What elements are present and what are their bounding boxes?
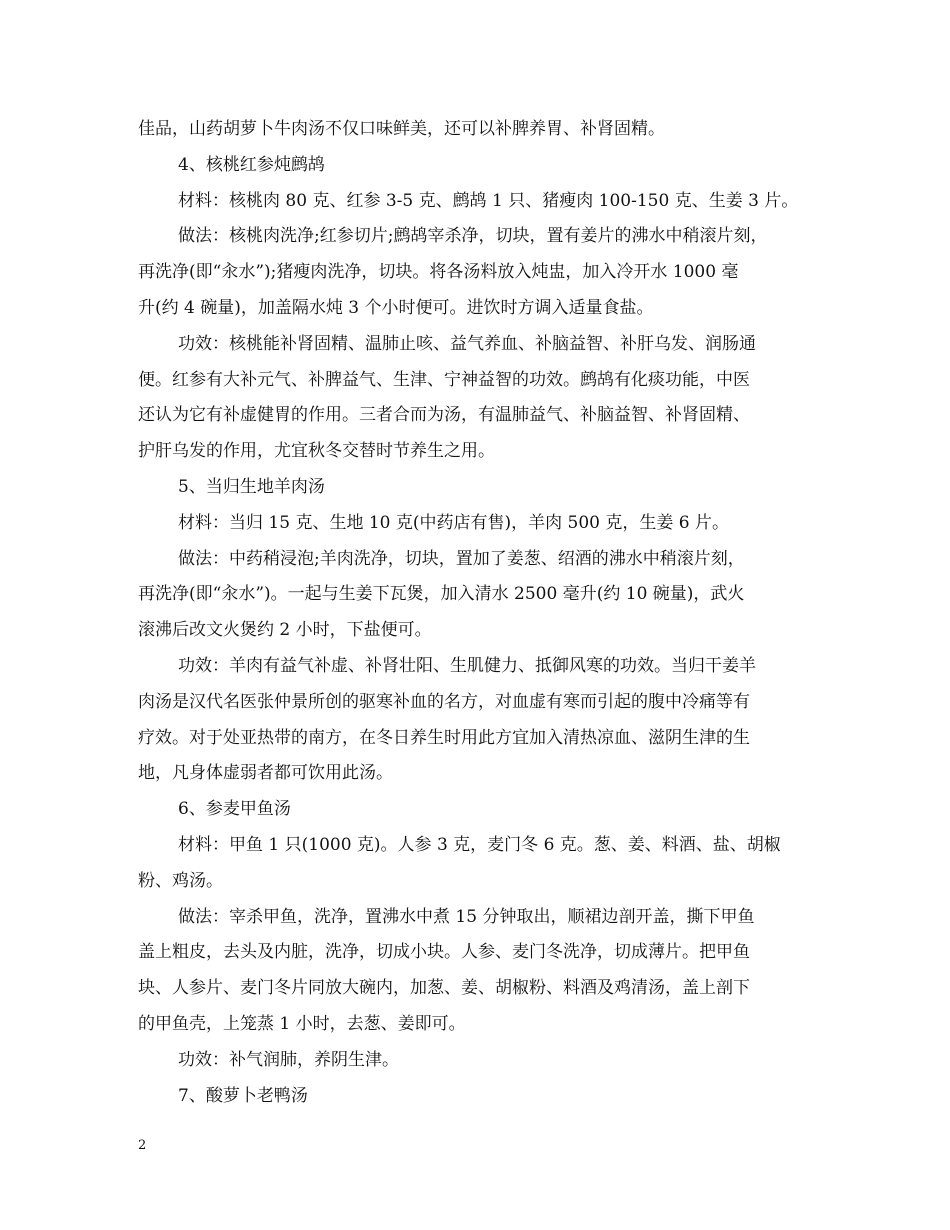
text-line: 4、核桃红参炖鹧鸪 — [178, 154, 325, 175]
text-line: 材料：当归 15 克、生地 10 克(中药店有售)，羊肉 500 克，生姜 6 片。 — [178, 512, 730, 533]
text-line: 6、参麦甲鱼汤 — [178, 799, 291, 820]
text-line: 材料：甲鱼 1 只(1000 克)。人参 3 克，麦门冬 6 克。葱、姜、料酒、盐、胡椒 — [178, 834, 781, 855]
page-number: 2 — [138, 1138, 147, 1153]
text-line: 做法：宰杀甲鱼，洗净，置沸水中煮 15 分钟取出，顺裙边剖开盖，撕下甲鱼 — [178, 906, 755, 927]
text-line: 护肝乌发的作用，尤宜秋冬交替时节养生之用。 — [138, 441, 495, 462]
text-line: 再洗净(即“汆水”);猪瘦肉洗净，切块。将各汤料放入炖盅，加入冷开水 1000 毫 — [138, 262, 739, 283]
text-line: 做法：核桃肉洗净;红参切片;鹧鸪宰杀净，切块，置有姜片的沸水中稍滚片刻， — [178, 226, 768, 247]
text-line: 升(约 4 碗量)，加盖隔水炖 3 个小时便可。进饮时方调入适量食盐。 — [138, 297, 654, 318]
text-line: 粉、鸡汤。 — [138, 870, 223, 891]
text-line: 块、人参片、麦门冬片同放大碗内，加葱、姜、胡椒粉、料酒及鸡清汤，盖上剖下 — [138, 978, 750, 999]
text-line: 功效：核桃能补肾固精、温肺止咳、益气养血、补脑益智、补肝乌发、润肠通 — [178, 333, 756, 354]
text-line: 地，凡身体虚弱者都可饮用此汤。 — [138, 763, 393, 784]
text-line: 疗效。对于处亚热带的南方，在冬日养生时用此方宜加入清热凉血、滋阴生津的生 — [138, 727, 750, 748]
text-line: 7、酸萝卜老鸭汤 — [178, 1085, 308, 1106]
text-line: 再洗净(即“汆水”)。一起与生姜下瓦煲，加入清水 2500 毫升(约 10 碗量)，武火 — [138, 584, 745, 605]
text-line: 的甲鱼壳，上笼蒸 1 小时，去葱、姜即可。 — [138, 1013, 466, 1034]
text-line: 佳品，山药胡萝卜牛肉汤不仅口味鲜美，还可以补脾养胃、补肾固精。 — [138, 119, 665, 139]
text-line: 功效：羊肉有益气补虚、补肾壮阳、生肌健力、抵御风寒的功效。当归干姜羊 — [178, 655, 756, 676]
text-line: 5、当归生地羊肉汤 — [178, 476, 325, 497]
text-line: 材料：核桃肉 80 克、红参 3-5 克、鹧鸪 1 只、猪瘦肉 100-150 克、生姜 3 片。 — [178, 190, 799, 211]
document-body — [138, 112, 822, 1114]
text-line: 肉汤是汉代名医张仲景所创的驱寒补血的名方，对血虚有寒而引起的腹中冷痛等有 — [138, 691, 750, 712]
text-line: 做法：中药稍浸泡;羊肉洗净，切块，置加了姜葱、绍酒的沸水中稍滚片刻， — [178, 548, 745, 569]
text-line: 便。红参有大补元气、补脾益气、生津、宁神益智的功效。鹧鸪有化痰功能，中医 — [138, 369, 750, 390]
text-line: 还认为它有补虚健胃的作用。三者合而为汤，有温肺益气、补脑益智、补肾固精、 — [138, 405, 750, 426]
text-line: 滚沸后改文火煲约 2 小时，下盐便可。 — [138, 620, 432, 641]
text-line: 功效：补气润肺，养阴生津。 — [178, 1049, 399, 1070]
text-line: 盖上粗皮，去头及内脏，洗净，切成小块。人参、麦门冬洗净，切成薄片。把甲鱼 — [138, 942, 750, 963]
